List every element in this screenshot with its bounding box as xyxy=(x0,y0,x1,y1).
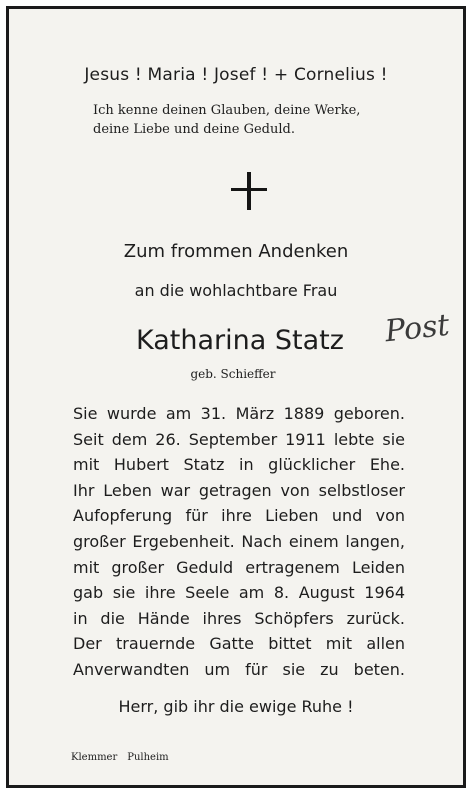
biography-line: Seit dem 26. September 1911 lebte sie xyxy=(73,429,405,449)
biography-line: Anverwandten um für sie zu beten. xyxy=(73,659,405,679)
biography-line: gab sie ihre Seele am 8. August 1964 xyxy=(73,583,405,603)
bible-verse-line-1: Ich kenne deinen Glauben, deine Werke, xyxy=(93,103,361,118)
biography-line: mit großer Geduld ertragenem Leiden xyxy=(73,557,405,577)
biography-line: in die Hände ihres Schöpfers zurück. xyxy=(73,608,405,628)
bible-verse-line-2: deine Liebe und deine Geduld. xyxy=(93,122,295,137)
printer-name: Klemmer xyxy=(71,752,118,763)
memorial-subheading: an die wohlachtbare Frau xyxy=(134,281,338,300)
maiden-name: geb. Schieffer xyxy=(190,367,276,381)
printer-imprint xyxy=(71,752,169,763)
biography-line: Der trauernde Gatte bittet mit allen xyxy=(73,634,405,654)
memorial-heading: Zum frommen Andenken xyxy=(123,241,349,262)
biography-text xyxy=(73,401,405,683)
biography-line: großer Ergebenheit. Nach einem langen, xyxy=(73,531,405,551)
biography-line: Aufopferung für ihre Lieben und von xyxy=(73,506,405,526)
printer-place: Pulheim xyxy=(127,752,169,763)
cross-icon xyxy=(231,172,267,210)
closing-prayer: Herr, gib ihr die ewige Ruhe ! xyxy=(118,697,354,716)
biography-line: mit Hubert Statz in glücklicher Ehe. xyxy=(73,455,405,475)
biography-line: Sie wurde am 31. März 1889 geboren. xyxy=(73,404,405,423)
header-invocation: Jesus ! Maria ! Josef ! + Cornelius ! xyxy=(84,65,388,85)
memorial-card xyxy=(6,6,466,788)
deceased-name: Katharina Statz xyxy=(136,325,344,356)
handwritten-note: Post xyxy=(383,307,452,350)
biography-line: Ihr Leben war getragen von selbstloser xyxy=(73,480,405,500)
